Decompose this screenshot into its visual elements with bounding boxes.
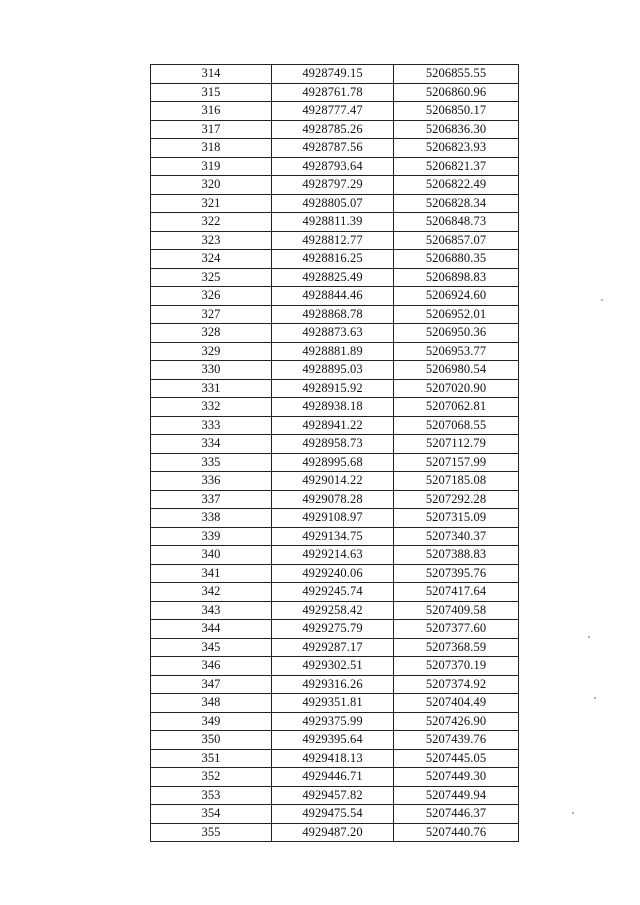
point-number-cell: 337 — [151, 490, 272, 509]
point-number-cell: 315 — [151, 83, 272, 102]
scan-speck — [588, 636, 590, 638]
y-coordinate-cell: 5206828.34 — [394, 194, 519, 213]
point-number-cell: 316 — [151, 102, 272, 121]
x-coordinate-cell: 4928958.73 — [272, 435, 394, 454]
point-number-cell: 326 — [151, 287, 272, 306]
x-coordinate-cell: 4929457.82 — [272, 786, 394, 805]
point-number-cell: 330 — [151, 361, 272, 380]
y-coordinate-cell: 5206823.93 — [394, 139, 519, 158]
point-number-cell: 323 — [151, 231, 272, 250]
point-number-cell: 327 — [151, 305, 272, 324]
table-row — [151, 675, 519, 694]
y-coordinate-cell: 5207417.64 — [394, 583, 519, 602]
y-coordinate-cell: 5206952.01 — [394, 305, 519, 324]
table-row — [151, 379, 519, 398]
point-number-cell: 348 — [151, 694, 272, 713]
point-number-cell: 317 — [151, 120, 272, 139]
x-coordinate-cell: 4928749.15 — [272, 65, 394, 84]
x-coordinate-cell: 4928868.78 — [272, 305, 394, 324]
x-coordinate-cell: 4928941.22 — [272, 416, 394, 435]
x-coordinate-cell: 4928787.56 — [272, 139, 394, 158]
table-row — [151, 83, 519, 102]
table-row — [151, 398, 519, 417]
point-number-cell: 339 — [151, 527, 272, 546]
y-coordinate-cell: 5207388.83 — [394, 546, 519, 565]
table-row — [151, 361, 519, 380]
x-coordinate-cell: 4928938.18 — [272, 398, 394, 417]
point-number-cell: 324 — [151, 250, 272, 269]
table-row — [151, 527, 519, 546]
point-number-cell: 334 — [151, 435, 272, 454]
y-coordinate-cell: 5207404.49 — [394, 694, 519, 713]
point-number-cell: 349 — [151, 712, 272, 731]
y-coordinate-cell: 5206848.73 — [394, 213, 519, 232]
table-row — [151, 324, 519, 343]
y-coordinate-cell: 5207370.19 — [394, 657, 519, 676]
y-coordinate-cell: 5206898.83 — [394, 268, 519, 287]
x-coordinate-cell: 4929078.28 — [272, 490, 394, 509]
table-row — [151, 287, 519, 306]
coordinate-table-body — [151, 65, 519, 842]
x-coordinate-cell: 4929245.74 — [272, 583, 394, 602]
x-coordinate-cell: 4929108.97 — [272, 509, 394, 528]
y-coordinate-cell: 5206836.30 — [394, 120, 519, 139]
scan-speck — [594, 697, 596, 699]
x-coordinate-cell: 4928995.68 — [272, 453, 394, 472]
table-row — [151, 583, 519, 602]
x-coordinate-cell: 4929014.22 — [272, 472, 394, 491]
x-coordinate-cell: 4929487.20 — [272, 823, 394, 842]
point-number-cell: 342 — [151, 583, 272, 602]
table-row — [151, 509, 519, 528]
table-row — [151, 768, 519, 787]
table-row — [151, 472, 519, 491]
point-number-cell: 353 — [151, 786, 272, 805]
x-coordinate-cell: 4928785.26 — [272, 120, 394, 139]
x-coordinate-cell: 4928895.03 — [272, 361, 394, 380]
x-coordinate-cell: 4928844.46 — [272, 287, 394, 306]
y-coordinate-cell: 5207157.99 — [394, 453, 519, 472]
point-number-cell: 350 — [151, 731, 272, 750]
table-row — [151, 157, 519, 176]
point-number-cell: 325 — [151, 268, 272, 287]
x-coordinate-cell: 4929258.42 — [272, 601, 394, 620]
table-row — [151, 601, 519, 620]
y-coordinate-cell: 5207374.92 — [394, 675, 519, 694]
table-row — [151, 564, 519, 583]
table-row — [151, 546, 519, 565]
point-number-cell: 336 — [151, 472, 272, 491]
point-number-cell: 346 — [151, 657, 272, 676]
x-coordinate-cell: 4929240.06 — [272, 564, 394, 583]
x-coordinate-cell: 4928793.64 — [272, 157, 394, 176]
point-number-cell: 322 — [151, 213, 272, 232]
table-row — [151, 490, 519, 509]
x-coordinate-cell: 4928761.78 — [272, 83, 394, 102]
y-coordinate-cell: 5206924.60 — [394, 287, 519, 306]
y-coordinate-cell: 5207449.94 — [394, 786, 519, 805]
x-coordinate-cell: 4928777.47 — [272, 102, 394, 121]
y-coordinate-cell: 5207112.79 — [394, 435, 519, 454]
x-coordinate-cell: 4928812.77 — [272, 231, 394, 250]
scan-speck — [572, 812, 574, 814]
y-coordinate-cell: 5206857.07 — [394, 231, 519, 250]
y-coordinate-cell: 5206822.49 — [394, 176, 519, 195]
y-coordinate-cell: 5206980.54 — [394, 361, 519, 380]
point-number-cell: 318 — [151, 139, 272, 158]
point-number-cell: 345 — [151, 638, 272, 657]
table-row — [151, 638, 519, 657]
y-coordinate-cell: 5207020.90 — [394, 379, 519, 398]
y-coordinate-cell: 5207440.76 — [394, 823, 519, 842]
y-coordinate-cell: 5207449.30 — [394, 768, 519, 787]
table-row — [151, 712, 519, 731]
table-row — [151, 749, 519, 768]
y-coordinate-cell: 5207445.05 — [394, 749, 519, 768]
y-coordinate-cell: 5207446.37 — [394, 805, 519, 824]
table-row — [151, 120, 519, 139]
x-coordinate-cell: 4928873.63 — [272, 324, 394, 343]
y-coordinate-cell: 5206953.77 — [394, 342, 519, 361]
point-number-cell: 355 — [151, 823, 272, 842]
y-coordinate-cell: 5207292.28 — [394, 490, 519, 509]
x-coordinate-cell: 4928805.07 — [272, 194, 394, 213]
point-number-cell: 343 — [151, 601, 272, 620]
table-row — [151, 231, 519, 250]
table-row — [151, 805, 519, 824]
point-number-cell: 329 — [151, 342, 272, 361]
point-number-cell: 338 — [151, 509, 272, 528]
x-coordinate-cell: 4928816.25 — [272, 250, 394, 269]
table-row — [151, 620, 519, 639]
x-coordinate-cell: 4929287.17 — [272, 638, 394, 657]
point-number-cell: 352 — [151, 768, 272, 787]
x-coordinate-cell: 4929275.79 — [272, 620, 394, 639]
table-row — [151, 176, 519, 195]
y-coordinate-cell: 5207340.37 — [394, 527, 519, 546]
x-coordinate-cell: 4928797.29 — [272, 176, 394, 195]
y-coordinate-cell: 5207068.55 — [394, 416, 519, 435]
y-coordinate-cell: 5207439.76 — [394, 731, 519, 750]
point-number-cell: 333 — [151, 416, 272, 435]
point-number-cell: 321 — [151, 194, 272, 213]
table-row — [151, 213, 519, 232]
table-row — [151, 453, 519, 472]
x-coordinate-cell: 4929351.81 — [272, 694, 394, 713]
y-coordinate-cell: 5207426.90 — [394, 712, 519, 731]
x-coordinate-cell: 4929302.51 — [272, 657, 394, 676]
table-row — [151, 65, 519, 84]
y-coordinate-cell: 5207409.58 — [394, 601, 519, 620]
table-row — [151, 342, 519, 361]
y-coordinate-cell: 5206850.17 — [394, 102, 519, 121]
y-coordinate-cell: 5206821.37 — [394, 157, 519, 176]
y-coordinate-cell: 5206880.35 — [394, 250, 519, 269]
y-coordinate-cell: 5206860.96 — [394, 83, 519, 102]
y-coordinate-cell: 5206950.36 — [394, 324, 519, 343]
y-coordinate-cell: 5207368.59 — [394, 638, 519, 657]
x-coordinate-cell: 4929395.64 — [272, 731, 394, 750]
point-number-cell: 344 — [151, 620, 272, 639]
table-row — [151, 305, 519, 324]
x-coordinate-cell: 4929418.13 — [272, 749, 394, 768]
table-row — [151, 435, 519, 454]
table-row — [151, 657, 519, 676]
table-row — [151, 268, 519, 287]
point-number-cell: 340 — [151, 546, 272, 565]
point-number-cell: 320 — [151, 176, 272, 195]
table-row — [151, 823, 519, 842]
x-coordinate-cell: 4928825.49 — [272, 268, 394, 287]
point-number-cell: 354 — [151, 805, 272, 824]
table-row — [151, 139, 519, 158]
x-coordinate-cell: 4928915.92 — [272, 379, 394, 398]
point-number-cell: 314 — [151, 65, 272, 84]
y-coordinate-cell: 5207185.08 — [394, 472, 519, 491]
y-coordinate-cell: 5207062.81 — [394, 398, 519, 417]
y-coordinate-cell: 5206855.55 — [394, 65, 519, 84]
table-row — [151, 194, 519, 213]
x-coordinate-cell: 4929446.71 — [272, 768, 394, 787]
x-coordinate-cell: 4929375.99 — [272, 712, 394, 731]
point-number-cell: 319 — [151, 157, 272, 176]
x-coordinate-cell: 4929475.54 — [272, 805, 394, 824]
coordinate-table — [150, 64, 519, 842]
point-number-cell: 332 — [151, 398, 272, 417]
point-number-cell: 347 — [151, 675, 272, 694]
x-coordinate-cell: 4929316.26 — [272, 675, 394, 694]
table-row — [151, 250, 519, 269]
x-coordinate-cell: 4928811.39 — [272, 213, 394, 232]
point-number-cell: 328 — [151, 324, 272, 343]
x-coordinate-cell: 4928881.89 — [272, 342, 394, 361]
point-number-cell: 331 — [151, 379, 272, 398]
table-row — [151, 731, 519, 750]
point-number-cell: 341 — [151, 564, 272, 583]
table-row — [151, 416, 519, 435]
point-number-cell: 351 — [151, 749, 272, 768]
x-coordinate-cell: 4929214.63 — [272, 546, 394, 565]
table-row — [151, 786, 519, 805]
y-coordinate-cell: 5207395.76 — [394, 564, 519, 583]
table-row — [151, 102, 519, 121]
y-coordinate-cell: 5207315.09 — [394, 509, 519, 528]
table-row — [151, 694, 519, 713]
point-number-cell: 335 — [151, 453, 272, 472]
y-coordinate-cell: 5207377.60 — [394, 620, 519, 639]
scan-speck — [601, 299, 603, 301]
x-coordinate-cell: 4929134.75 — [272, 527, 394, 546]
